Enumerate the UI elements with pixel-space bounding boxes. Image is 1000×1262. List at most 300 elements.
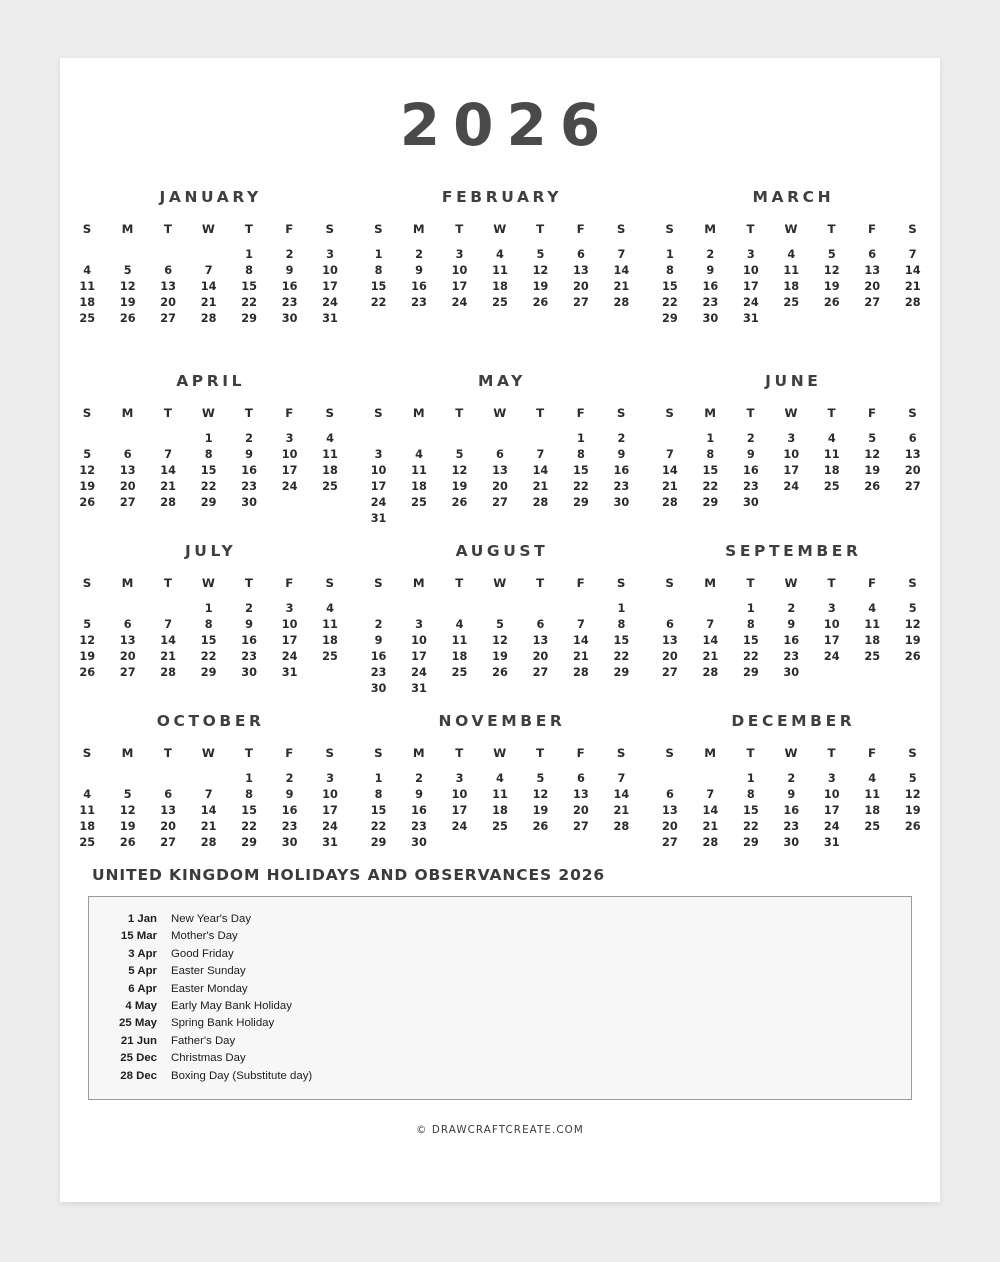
day-cell[interactable]: 25 — [492, 820, 508, 833]
day-cell[interactable]: 18 — [864, 634, 881, 647]
day-cell[interactable]: 8 — [665, 264, 674, 277]
day-cell[interactable]: 25 — [492, 296, 508, 309]
day-cell[interactable]: 20 — [492, 480, 508, 493]
day-cell[interactable]: 19 — [532, 804, 549, 817]
day-cell[interactable]: 8 — [617, 618, 626, 631]
day-cell[interactable]: 16 — [241, 464, 257, 477]
day-cell[interactable]: 25 — [322, 650, 338, 663]
day-cell[interactable]: 23 — [241, 650, 257, 663]
day-cell[interactable]: 2 — [617, 432, 626, 445]
day-cell[interactable]: 23 — [783, 650, 800, 663]
day-cell[interactable]: 11 — [783, 264, 800, 277]
day-cell[interactable]: 9 — [617, 448, 626, 461]
day-cell[interactable]: 13 — [160, 280, 177, 293]
day-cell[interactable]: 1 — [204, 432, 213, 445]
day-cell[interactable]: 15 — [702, 464, 719, 477]
day-cell[interactable]: 29 — [702, 496, 719, 509]
day-cell[interactable]: 4 — [868, 772, 877, 785]
day-cell[interactable]: 28 — [613, 296, 630, 309]
day-cell[interactable]: 29 — [742, 666, 759, 679]
day-cell[interactable]: 30 — [783, 666, 800, 679]
day-cell[interactable]: 16 — [411, 280, 427, 293]
day-cell[interactable]: 3 — [285, 432, 294, 445]
day-cell[interactable]: 22 — [573, 480, 589, 493]
day-cell[interactable]: 24 — [322, 820, 338, 833]
day-cell[interactable]: 17 — [823, 634, 840, 647]
day-cell[interactable]: 20 — [119, 650, 136, 663]
day-cell[interactable]: 23 — [742, 480, 759, 493]
day-cell[interactable]: 31 — [281, 666, 298, 679]
day-cell[interactable]: 13 — [662, 634, 678, 647]
day-cell[interactable]: 4 — [415, 448, 423, 461]
day-cell[interactable]: 9 — [706, 264, 715, 277]
day-cell[interactable]: 19 — [79, 480, 96, 493]
day-cell[interactable]: 14 — [702, 804, 719, 817]
day-cell[interactable]: 5 — [455, 448, 464, 461]
day-cell[interactable]: 3 — [285, 602, 294, 615]
day-cell[interactable]: 4 — [83, 264, 92, 277]
day-cell[interactable]: 14 — [613, 788, 630, 801]
day-cell[interactable]: 4 — [455, 618, 464, 631]
day-cell[interactable]: 17 — [783, 464, 800, 477]
day-cell[interactable]: 9 — [245, 618, 254, 631]
day-cell[interactable]: 24 — [451, 296, 468, 309]
day-cell[interactable]: 21 — [532, 480, 549, 493]
day-cell[interactable]: 28 — [160, 496, 177, 509]
day-cell[interactable]: 18 — [451, 650, 468, 663]
day-cell[interactable]: 21 — [200, 296, 217, 309]
day-cell[interactable]: 13 — [904, 448, 921, 461]
day-cell[interactable]: 29 — [370, 836, 387, 849]
day-cell[interactable]: 21 — [160, 480, 177, 493]
day-cell[interactable]: 11 — [823, 448, 840, 461]
day-cell[interactable]: 19 — [451, 480, 468, 493]
day-cell[interactable]: 10 — [322, 788, 338, 801]
day-cell[interactable]: 24 — [742, 296, 759, 309]
day-cell[interactable]: 19 — [119, 820, 136, 833]
day-cell[interactable]: 8 — [374, 788, 383, 801]
day-cell[interactable]: 26 — [79, 666, 96, 679]
day-cell[interactable]: 16 — [411, 804, 427, 817]
day-cell[interactable]: 26 — [904, 650, 921, 663]
day-cell[interactable]: 18 — [322, 464, 338, 477]
day-cell[interactable]: 20 — [573, 804, 589, 817]
day-cell[interactable]: 12 — [904, 618, 921, 631]
day-cell[interactable]: 7 — [706, 788, 715, 801]
day-cell[interactable]: 24 — [281, 480, 298, 493]
day-cell[interactable]: 23 — [783, 820, 800, 833]
day-cell[interactable]: 26 — [492, 666, 508, 679]
day-cell[interactable]: 11 — [492, 264, 508, 277]
day-cell[interactable]: 5 — [536, 772, 545, 785]
day-cell[interactable]: 4 — [868, 602, 877, 615]
day-cell[interactable]: 16 — [613, 464, 630, 477]
day-cell[interactable]: 13 — [119, 634, 136, 647]
day-cell[interactable]: 9 — [746, 448, 755, 461]
day-cell[interactable]: 27 — [864, 296, 881, 309]
day-cell[interactable]: 1 — [374, 248, 383, 261]
day-cell[interactable]: 24 — [823, 650, 840, 663]
day-cell[interactable]: 7 — [164, 448, 173, 461]
day-cell[interactable]: 25 — [79, 312, 96, 325]
day-cell[interactable]: 12 — [119, 280, 136, 293]
day-cell[interactable]: 2 — [787, 772, 796, 785]
day-cell[interactable]: 1 — [204, 602, 213, 615]
day-cell[interactable]: 5 — [83, 618, 92, 631]
day-cell[interactable]: 10 — [451, 264, 468, 277]
day-cell[interactable]: 14 — [573, 634, 589, 647]
day-cell[interactable]: 29 — [742, 836, 759, 849]
day-cell[interactable]: 21 — [662, 480, 678, 493]
day-cell[interactable]: 30 — [370, 682, 387, 695]
day-cell[interactable]: 26 — [864, 480, 881, 493]
day-cell[interactable]: 9 — [285, 788, 294, 801]
day-cell[interactable]: 9 — [415, 788, 423, 801]
day-cell[interactable]: 27 — [160, 312, 177, 325]
day-cell[interactable]: 7 — [706, 618, 715, 631]
day-cell[interactable]: 29 — [573, 496, 589, 509]
day-cell[interactable]: 11 — [79, 804, 96, 817]
day-cell[interactable]: 29 — [241, 312, 257, 325]
day-cell[interactable]: 3 — [326, 248, 334, 261]
day-cell[interactable]: 31 — [370, 512, 387, 525]
day-cell[interactable]: 7 — [164, 618, 173, 631]
day-cell[interactable]: 25 — [864, 820, 881, 833]
day-cell[interactable]: 5 — [123, 264, 132, 277]
day-cell[interactable]: 18 — [823, 464, 840, 477]
day-cell[interactable]: 8 — [576, 448, 585, 461]
day-cell[interactable]: 31 — [742, 312, 759, 325]
day-cell[interactable]: 25 — [451, 666, 468, 679]
day-cell[interactable]: 22 — [742, 820, 759, 833]
day-cell[interactable]: 6 — [576, 772, 585, 785]
day-cell[interactable]: 27 — [573, 296, 589, 309]
day-cell[interactable]: 17 — [451, 280, 468, 293]
day-cell[interactable]: 12 — [79, 634, 96, 647]
day-cell[interactable]: 24 — [370, 496, 387, 509]
day-cell[interactable]: 10 — [370, 464, 387, 477]
day-cell[interactable]: 19 — [119, 296, 136, 309]
day-cell[interactable]: 28 — [613, 820, 630, 833]
day-cell[interactable]: 10 — [281, 618, 298, 631]
day-cell[interactable]: 20 — [160, 296, 177, 309]
day-cell[interactable]: 15 — [200, 464, 217, 477]
day-cell[interactable]: 12 — [904, 788, 921, 801]
day-cell[interactable]: 22 — [613, 650, 630, 663]
day-cell[interactable]: 11 — [79, 280, 96, 293]
day-cell[interactable]: 28 — [160, 666, 177, 679]
day-cell[interactable]: 22 — [200, 650, 217, 663]
day-cell[interactable]: 2 — [706, 248, 715, 261]
day-cell[interactable]: 8 — [245, 264, 254, 277]
day-cell[interactable]: 10 — [823, 618, 840, 631]
day-cell[interactable]: 27 — [573, 820, 589, 833]
day-cell[interactable]: 18 — [864, 804, 881, 817]
day-cell[interactable]: 6 — [123, 448, 132, 461]
day-cell[interactable]: 25 — [783, 296, 800, 309]
day-cell[interactable]: 19 — [904, 634, 921, 647]
day-cell[interactable]: 2 — [746, 432, 755, 445]
day-cell[interactable]: 5 — [123, 788, 132, 801]
day-cell[interactable]: 11 — [322, 448, 338, 461]
day-cell[interactable]: 28 — [573, 666, 589, 679]
day-cell[interactable]: 3 — [827, 602, 836, 615]
day-cell[interactable]: 23 — [281, 296, 298, 309]
day-cell[interactable]: 30 — [281, 836, 298, 849]
day-cell[interactable]: 23 — [281, 820, 298, 833]
day-cell[interactable]: 1 — [374, 772, 383, 785]
day-cell[interactable]: 9 — [787, 788, 796, 801]
day-cell[interactable]: 23 — [613, 480, 630, 493]
day-cell[interactable]: 11 — [451, 634, 468, 647]
day-cell[interactable]: 27 — [662, 836, 678, 849]
day-cell[interactable]: 20 — [662, 650, 678, 663]
day-cell[interactable]: 22 — [241, 820, 257, 833]
day-cell[interactable]: 4 — [83, 788, 92, 801]
day-cell[interactable]: 19 — [79, 650, 96, 663]
day-cell[interactable]: 23 — [411, 296, 427, 309]
day-cell[interactable]: 8 — [746, 788, 755, 801]
day-cell[interactable]: 18 — [79, 296, 96, 309]
day-cell[interactable]: 27 — [532, 666, 549, 679]
day-cell[interactable]: 3 — [455, 248, 464, 261]
day-cell[interactable]: 10 — [823, 788, 840, 801]
day-cell[interactable]: 15 — [241, 280, 257, 293]
day-cell[interactable]: 28 — [200, 836, 217, 849]
day-cell[interactable]: 24 — [823, 820, 840, 833]
day-cell[interactable]: 11 — [864, 788, 881, 801]
day-cell[interactable]: 30 — [411, 836, 427, 849]
day-cell[interactable]: 11 — [411, 464, 427, 477]
day-cell[interactable]: 14 — [532, 464, 549, 477]
day-cell[interactable]: 31 — [322, 312, 338, 325]
day-cell[interactable]: 5 — [496, 618, 504, 631]
day-cell[interactable]: 31 — [411, 682, 427, 695]
day-cell[interactable]: 5 — [908, 602, 917, 615]
day-cell[interactable]: 18 — [322, 634, 338, 647]
day-cell[interactable]: 25 — [322, 480, 338, 493]
day-cell[interactable]: 1 — [617, 602, 626, 615]
day-cell[interactable]: 12 — [823, 264, 840, 277]
day-cell[interactable]: 3 — [455, 772, 464, 785]
day-cell[interactable]: 5 — [827, 248, 836, 261]
day-cell[interactable]: 6 — [576, 248, 585, 261]
day-cell[interactable]: 21 — [200, 820, 217, 833]
day-cell[interactable]: 26 — [119, 836, 136, 849]
day-cell[interactable]: 12 — [532, 264, 549, 277]
day-cell[interactable]: 3 — [827, 772, 836, 785]
day-cell[interactable]: 9 — [787, 618, 796, 631]
day-cell[interactable]: 5 — [83, 448, 92, 461]
day-cell[interactable]: 3 — [787, 432, 796, 445]
day-cell[interactable]: 15 — [742, 634, 759, 647]
day-cell[interactable]: 13 — [532, 634, 549, 647]
day-cell[interactable]: 6 — [496, 448, 504, 461]
day-cell[interactable]: 15 — [662, 280, 678, 293]
day-cell[interactable]: 2 — [245, 602, 254, 615]
day-cell[interactable]: 16 — [702, 280, 719, 293]
day-cell[interactable]: 14 — [613, 264, 630, 277]
day-cell[interactable]: 6 — [908, 432, 917, 445]
day-cell[interactable]: 16 — [281, 280, 298, 293]
day-cell[interactable]: 22 — [370, 296, 387, 309]
day-cell[interactable]: 19 — [532, 280, 549, 293]
day-cell[interactable]: 7 — [536, 448, 545, 461]
day-cell[interactable]: 20 — [904, 464, 921, 477]
day-cell[interactable]: 30 — [241, 496, 257, 509]
day-cell[interactable]: 2 — [415, 772, 423, 785]
day-cell[interactable]: 8 — [204, 618, 213, 631]
day-cell[interactable]: 18 — [492, 280, 508, 293]
day-cell[interactable]: 8 — [706, 448, 715, 461]
day-cell[interactable]: 23 — [411, 820, 427, 833]
day-cell[interactable]: 28 — [904, 296, 921, 309]
day-cell[interactable]: 12 — [451, 464, 468, 477]
day-cell[interactable]: 29 — [241, 836, 257, 849]
day-cell[interactable]: 17 — [823, 804, 840, 817]
day-cell[interactable]: 21 — [573, 650, 589, 663]
day-cell[interactable]: 31 — [322, 836, 338, 849]
day-cell[interactable]: 19 — [492, 650, 508, 663]
day-cell[interactable]: 27 — [662, 666, 678, 679]
day-cell[interactable]: 23 — [370, 666, 387, 679]
day-cell[interactable]: 28 — [702, 666, 719, 679]
day-cell[interactable]: 22 — [702, 480, 719, 493]
day-cell[interactable]: 26 — [904, 820, 921, 833]
day-cell[interactable]: 3 — [326, 772, 334, 785]
day-cell[interactable]: 3 — [374, 448, 383, 461]
day-cell[interactable]: 22 — [200, 480, 217, 493]
day-cell[interactable]: 7 — [617, 772, 626, 785]
day-cell[interactable]: 16 — [370, 650, 387, 663]
day-cell[interactable]: 6 — [665, 618, 674, 631]
day-cell[interactable]: 14 — [160, 464, 177, 477]
day-cell[interactable]: 18 — [783, 280, 800, 293]
day-cell[interactable]: 7 — [576, 618, 585, 631]
day-cell[interactable]: 28 — [662, 496, 678, 509]
day-cell[interactable]: 11 — [864, 618, 881, 631]
day-cell[interactable]: 2 — [415, 248, 423, 261]
day-cell[interactable]: 17 — [322, 280, 338, 293]
day-cell[interactable]: 9 — [415, 264, 423, 277]
day-cell[interactable]: 14 — [904, 264, 921, 277]
day-cell[interactable]: 29 — [200, 496, 217, 509]
day-cell[interactable]: 18 — [411, 480, 427, 493]
day-cell[interactable]: 15 — [573, 464, 589, 477]
day-cell[interactable]: 6 — [164, 264, 173, 277]
day-cell[interactable]: 4 — [787, 248, 796, 261]
day-cell[interactable]: 27 — [492, 496, 508, 509]
day-cell[interactable]: 6 — [665, 788, 674, 801]
day-cell[interactable]: 26 — [119, 312, 136, 325]
day-cell[interactable]: 13 — [492, 464, 508, 477]
day-cell[interactable]: 15 — [370, 804, 387, 817]
day-cell[interactable]: 12 — [492, 634, 508, 647]
day-cell[interactable]: 30 — [702, 312, 719, 325]
day-cell[interactable]: 7 — [908, 248, 917, 261]
day-cell[interactable]: 14 — [200, 804, 217, 817]
day-cell[interactable]: 21 — [702, 820, 719, 833]
day-cell[interactable]: 7 — [617, 248, 626, 261]
day-cell[interactable]: 11 — [492, 788, 508, 801]
day-cell[interactable]: 5 — [908, 772, 917, 785]
day-cell[interactable]: 28 — [532, 496, 549, 509]
day-cell[interactable]: 21 — [160, 650, 177, 663]
day-cell[interactable]: 1 — [245, 248, 254, 261]
day-cell[interactable]: 25 — [79, 836, 96, 849]
day-cell[interactable]: 15 — [370, 280, 387, 293]
day-cell[interactable]: 4 — [496, 772, 504, 785]
day-cell[interactable]: 22 — [742, 650, 759, 663]
day-cell[interactable]: 30 — [783, 836, 800, 849]
day-cell[interactable]: 15 — [200, 634, 217, 647]
day-cell[interactable]: 25 — [823, 480, 840, 493]
day-cell[interactable]: 2 — [285, 248, 294, 261]
day-cell[interactable]: 20 — [532, 650, 549, 663]
day-cell[interactable]: 14 — [662, 464, 678, 477]
day-cell[interactable]: 3 — [415, 618, 423, 631]
day-cell[interactable]: 8 — [204, 448, 213, 461]
day-cell[interactable]: 20 — [119, 480, 136, 493]
day-cell[interactable]: 22 — [662, 296, 678, 309]
day-cell[interactable]: 27 — [119, 666, 136, 679]
day-cell[interactable]: 20 — [160, 820, 177, 833]
day-cell[interactable]: 19 — [864, 464, 881, 477]
day-cell[interactable]: 24 — [322, 296, 338, 309]
day-cell[interactable]: 29 — [613, 666, 630, 679]
day-cell[interactable]: 6 — [123, 618, 132, 631]
day-cell[interactable]: 1 — [706, 432, 715, 445]
day-cell[interactable]: 26 — [79, 496, 96, 509]
day-cell[interactable]: 2 — [285, 772, 294, 785]
day-cell[interactable]: 10 — [322, 264, 338, 277]
day-cell[interactable]: 26 — [532, 296, 549, 309]
day-cell[interactable]: 17 — [411, 650, 427, 663]
day-cell[interactable]: 31 — [823, 836, 840, 849]
day-cell[interactable]: 13 — [864, 264, 881, 277]
day-cell[interactable]: 21 — [702, 650, 719, 663]
day-cell[interactable]: 20 — [662, 820, 678, 833]
day-cell[interactable]: 16 — [241, 634, 257, 647]
day-cell[interactable]: 30 — [241, 666, 257, 679]
day-cell[interactable]: 30 — [742, 496, 759, 509]
day-cell[interactable]: 4 — [827, 432, 836, 445]
day-cell[interactable]: 4 — [326, 432, 334, 445]
day-cell[interactable]: 6 — [164, 788, 173, 801]
day-cell[interactable]: 24 — [783, 480, 800, 493]
day-cell[interactable]: 13 — [662, 804, 678, 817]
day-cell[interactable]: 27 — [119, 496, 136, 509]
day-cell[interactable]: 30 — [613, 496, 630, 509]
day-cell[interactable]: 24 — [451, 820, 468, 833]
day-cell[interactable]: 25 — [864, 650, 881, 663]
day-cell[interactable]: 1 — [665, 248, 674, 261]
day-cell[interactable]: 18 — [79, 820, 96, 833]
day-cell[interactable]: 4 — [326, 602, 334, 615]
day-cell[interactable]: 12 — [864, 448, 881, 461]
day-cell[interactable]: 16 — [281, 804, 298, 817]
day-cell[interactable]: 2 — [245, 432, 254, 445]
day-cell[interactable]: 12 — [119, 804, 136, 817]
day-cell[interactable]: 13 — [160, 804, 177, 817]
day-cell[interactable]: 17 — [322, 804, 338, 817]
day-cell[interactable]: 17 — [451, 804, 468, 817]
day-cell[interactable]: 26 — [823, 296, 840, 309]
day-cell[interactable]: 27 — [160, 836, 177, 849]
day-cell[interactable]: 24 — [411, 666, 427, 679]
day-cell[interactable]: 17 — [281, 634, 298, 647]
day-cell[interactable]: 5 — [536, 248, 545, 261]
